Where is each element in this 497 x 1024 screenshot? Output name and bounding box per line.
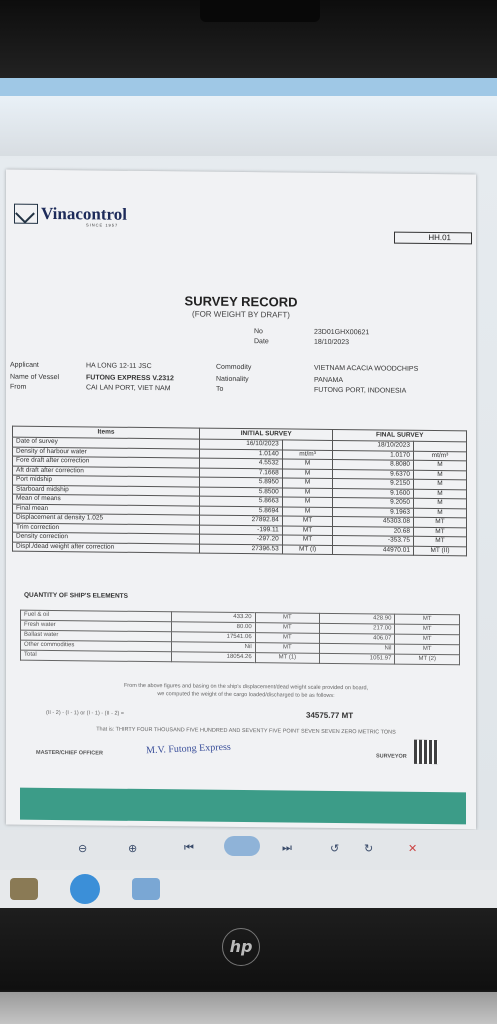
survey-initial-cell: -297.20	[200, 534, 283, 544]
laptop-hinge	[0, 992, 497, 1024]
survey-initial-unit-cell: MT (I)	[282, 544, 333, 554]
quantity-initial-unit-cell: MT	[255, 613, 319, 624]
commodity-value: VIETNAM ACACIA WOODCHIPS	[314, 364, 419, 373]
laptop-screen	[0, 78, 497, 908]
quantity-heading: QUANTITY OF SHIP'S ELEMENTS	[24, 591, 128, 600]
quantity-initial-cell: 80.00	[171, 622, 255, 633]
from-value: CAI LAN PORT, VIET NAM	[86, 384, 171, 393]
quantity-initial-unit-cell: MT (1)	[255, 653, 319, 664]
header-items: Items	[13, 426, 200, 439]
survey-initial-unit-cell: MT	[282, 535, 333, 545]
document-code: HH.01	[394, 232, 472, 245]
survey-item-cell: Density correction	[13, 532, 200, 543]
survey-initial-cell: 5.8950	[200, 477, 283, 487]
rotate-left-icon[interactable]: ↺	[330, 843, 340, 855]
quantity-initial-cell: 18054.26	[171, 652, 255, 663]
survey-initial-unit-cell: M	[282, 478, 333, 488]
vinacontrol-logo	[14, 203, 127, 228]
survey-item-cell: Starboard midship	[13, 485, 200, 496]
quantity-initial-cell: Nil	[171, 642, 255, 653]
survey-item-cell: Density of harbour water	[13, 447, 200, 458]
survey-item-cell: Fore draft after correction	[13, 456, 200, 467]
close-icon[interactable]: ✕	[408, 843, 418, 855]
survey-final-cell: 44970.01	[333, 545, 414, 555]
browser-icon[interactable]	[70, 874, 100, 904]
survey-initial-cell: 5.8694	[200, 506, 283, 516]
webcam-housing	[200, 0, 320, 22]
survey-final-unit-cell: M	[413, 489, 466, 499]
date-label: Date	[254, 338, 269, 346]
survey-item-cell: Final mean	[13, 504, 200, 515]
survey-final-cell: 9.2150	[333, 478, 414, 488]
master-label: MASTER/CHIEF OFFICER	[36, 749, 103, 757]
survey-item-cell: Mean of means	[13, 494, 200, 505]
result-in-words: That is: THIRTY FOUR THOUSAND FIVE HUNDRED AND SEVENTY FIVE POINT SEVEN SEVEN ZERO METRIC TONS	[96, 726, 396, 736]
survey-item-cell: Trim correction	[13, 523, 200, 534]
survey-initial-cell: -199.11	[200, 525, 283, 535]
survey-final-unit-cell: MT	[413, 527, 466, 537]
survey-document	[6, 170, 476, 830]
quantity-final-unit-cell: MT	[395, 624, 460, 635]
survey-initial-cell: 27892.84	[200, 515, 283, 525]
quantity-final-unit-cell: MT	[395, 644, 460, 655]
quantity-item-cell: Total	[21, 650, 172, 662]
quantity-item-cell: Ballast water	[21, 630, 172, 642]
scale-logo-icon	[14, 204, 38, 224]
survey-initial-unit-cell: M	[282, 487, 333, 497]
last-page-icon[interactable]: ⏭	[282, 842, 292, 854]
survey-final-cell: 1.0170	[333, 450, 414, 460]
survey-initial-cell: 16/10/2023	[200, 439, 283, 449]
document-subtitle: (FOR WEIGHT BY DRAFT)	[192, 309, 290, 320]
to-label: To	[216, 385, 224, 393]
quantity-table	[20, 610, 460, 666]
survey-final-cell: 20.68	[333, 526, 414, 536]
survey-initial-cell: 5.8663	[200, 496, 283, 506]
survey-initial-cell: 7.1668	[200, 468, 283, 478]
from-label: From	[10, 383, 27, 391]
survey-final-unit-cell: MT	[413, 536, 466, 546]
survey-initial-unit-cell: M	[282, 459, 333, 469]
result-paragraph-2: we computed the weight of the cargo loaded/discharged to be as follows:	[157, 691, 335, 699]
survey-final-cell: 8.8080	[333, 459, 414, 469]
qr-code-icon	[414, 740, 438, 764]
survey-initial-unit-cell	[282, 440, 333, 450]
quantity-final-unit-cell: MT	[395, 614, 460, 625]
laptop-bezel-top	[0, 0, 497, 78]
quantity-item-cell: Fresh water	[21, 620, 172, 632]
survey-final-cell: -353.75	[333, 535, 414, 545]
quantity-final-cell: 1051.97	[320, 653, 395, 664]
quantity-final-cell: 217.00	[320, 623, 395, 634]
quantity-final-cell: 406.07	[320, 633, 395, 644]
survey-final-cell: 9.2050	[333, 497, 414, 507]
nationality-label: Nationality	[216, 375, 249, 384]
result-formula: (II - 2) - (I - 1) or (I - 1) - (II - 2) =	[46, 709, 125, 717]
survey-final-cell: 9.1600	[333, 488, 414, 498]
survey-initial-unit-cell: MT	[282, 516, 333, 526]
logo-text: Vinacontrol	[41, 203, 127, 224]
applicant-label: Applicant	[10, 361, 39, 369]
quantity-item-cell: Other commodities	[21, 640, 172, 652]
survey-initial-cell: 1.0140	[200, 449, 283, 459]
quantity-final-unit-cell: MT	[395, 634, 460, 645]
zoom-out-icon[interactable]: ⊖	[78, 843, 88, 855]
applicant-value: HA LONG 12-11 JSC	[86, 362, 152, 371]
survey-final-unit-cell: mt/m³	[413, 451, 466, 461]
photos-icon[interactable]	[132, 878, 160, 900]
survey-initial-cell: 5.8500	[200, 487, 283, 497]
cargo-weight: 34575.77 MT	[306, 710, 354, 721]
survey-final-unit-cell: M	[413, 508, 466, 518]
no-label: No	[254, 328, 263, 336]
window-titlebar	[0, 78, 497, 96]
survey-final-unit-cell: M	[413, 470, 466, 480]
viewer-header	[0, 96, 497, 156]
survey-final-cell: 18/10/2023	[333, 440, 414, 450]
quantity-initial-cell: 433.20	[171, 612, 255, 623]
survey-initial-unit-cell: MT	[282, 525, 333, 535]
survey-table	[12, 426, 467, 557]
hp-logo: hp	[222, 928, 260, 966]
surveyor-label: SURVEYOR	[376, 753, 407, 760]
survey-final-unit-cell	[413, 441, 466, 451]
first-page-icon[interactable]: ⏮	[184, 842, 194, 854]
survey-final-unit-cell: M	[413, 460, 466, 470]
quantity-initial-unit-cell: MT	[255, 643, 319, 654]
quantity-final-cell: 428.90	[320, 613, 395, 624]
survey-final-cell: 9.6370	[333, 469, 414, 479]
survey-item-cell: Date of survey	[13, 437, 200, 448]
survey-final-unit-cell: MT	[413, 517, 466, 527]
quantity-item-cell: Fuel & oil	[21, 610, 172, 622]
logo-subtitle: SINCE 1957	[86, 222, 119, 228]
survey-initial-unit-cell: M	[282, 506, 333, 516]
zoom-in-icon[interactable]: ⊕	[128, 843, 138, 855]
survey-final-cell: 9.1963	[333, 507, 414, 517]
document-title: SURVEY RECORD	[184, 293, 298, 310]
survey-item-cell: Displacement at density 1.025	[13, 513, 200, 524]
header-initial: INITIAL SURVEY	[200, 428, 333, 440]
date-value: 18/10/2023	[314, 338, 350, 347]
survey-initial-cell: 27396.53	[200, 544, 283, 554]
vessel-value: FUTONG EXPRESS V.2312	[86, 374, 174, 383]
quantity-final-cell: Nil	[320, 643, 395, 654]
survey-initial-unit-cell: mt/m³	[282, 449, 333, 459]
quantity-initial-unit-cell: MT	[255, 623, 319, 634]
survey-item-cell: Displ./dead weight after correction	[13, 542, 200, 553]
ship-stamp: M.V. Futong Express	[145, 741, 232, 757]
header-final: FINAL SURVEY	[333, 429, 467, 441]
rotate-right-icon[interactable]: ↻	[364, 843, 374, 855]
taskbar-app-icon[interactable]	[10, 878, 38, 900]
survey-final-unit-cell: M	[413, 498, 466, 508]
result-paragraph-1: From the above figures and basing on the ship's displacement/dead weight scale provided on board,	[123, 682, 369, 692]
quantity-final-unit-cell: MT (2)	[395, 654, 460, 665]
survey-initial-unit-cell: M	[282, 468, 333, 478]
document-footer	[20, 788, 466, 825]
survey-final-unit-cell: MT (II)	[413, 546, 466, 556]
commodity-label: Commodity	[216, 363, 252, 372]
no-value: 23D01GHX00621	[314, 328, 370, 337]
survey-item-cell: Aft draft after correction	[13, 466, 200, 477]
survey-final-unit-cell: M	[413, 479, 466, 489]
to-value: FUTONG PORT, INDONESIA	[314, 386, 407, 395]
vessel-label: Name of Vessel	[10, 373, 60, 382]
quantity-initial-cell: 17541.06	[171, 632, 255, 643]
quantity-initial-unit-cell: MT	[255, 633, 319, 644]
fit-icon[interactable]	[224, 836, 260, 856]
nationality-value: PANAMA	[314, 376, 344, 385]
survey-initial-unit-cell: M	[282, 497, 333, 507]
survey-final-cell: 45303.08	[333, 516, 414, 526]
survey-initial-cell: 4.5532	[200, 458, 283, 468]
survey-item-cell: Port midship	[13, 475, 200, 486]
